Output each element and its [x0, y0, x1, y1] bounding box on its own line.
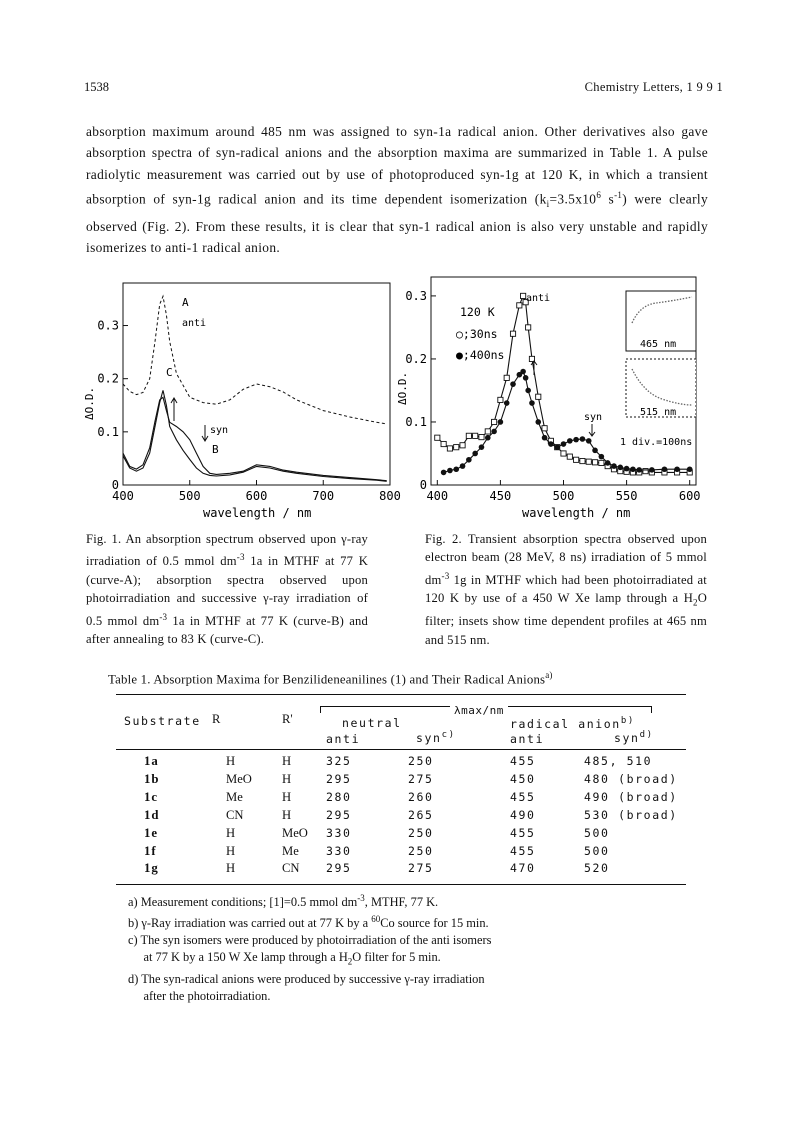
- table-top-rule: [116, 694, 686, 695]
- row-r-prime: H: [282, 789, 292, 804]
- figure-2-caption: Fig. 2. Transient absorption spectra observed upon electron beam (28 MeV, 8 ns) irradiation of 5 mmol $dm^{-3}$ 1g in MTHF which had been photoirradiated at 120 K by use of a 450 W Xe lamp through a $H_2O$ filter; insets show time dependent profiles at 465 nm and 515 nm.: [425, 532, 707, 647]
- row-radical-syn: 490 (broad): [584, 789, 678, 804]
- data-point-30ns: [435, 435, 440, 440]
- journal-name: Chemistry Letters, 1 9 9 1: [584, 80, 723, 94]
- series-line-B: [123, 397, 387, 480]
- row-neutral-anti: 280: [326, 789, 352, 804]
- data-point-30ns: [491, 419, 496, 424]
- row-substrate: 1c: [144, 789, 159, 804]
- inset-time-scale: 1 div.=100ns: [620, 437, 693, 448]
- data-point-400ns: [636, 467, 642, 473]
- footnote-a: a) Measurement conditions; [1]=0.5 mmol $dm^{-3}$, MTHF, 77 K.: [128, 893, 439, 910]
- data-point-30ns: [580, 458, 585, 463]
- row-r: CN: [226, 807, 244, 822]
- series-line-C: [123, 390, 387, 481]
- table-header-syn: syn$^{c)}$: [416, 730, 456, 745]
- data-point-30ns: [592, 460, 597, 465]
- data-point-30ns: [473, 433, 478, 438]
- table-header-anti-2: anti: [510, 732, 545, 746]
- x-tick-label: 450: [489, 489, 512, 503]
- x-tick-label: 400: [112, 489, 134, 503]
- data-point-400ns: [529, 400, 535, 406]
- fig1-label-c: C: [166, 366, 173, 379]
- row-radical-syn: 480 (broad): [584, 771, 678, 786]
- series-line-A: [123, 296, 387, 424]
- footnote-b: b) γ-Ray irradiation was carried out at 77 K by a $^{60}$Co source for 15 min.: [128, 914, 489, 931]
- data-point-400ns: [649, 467, 655, 473]
- figure-1-chart: [78, 275, 401, 525]
- data-point-400ns: [491, 429, 497, 435]
- x-tick-label: 500: [178, 489, 201, 503]
- x-tick-label: 600: [678, 489, 701, 503]
- row-neutral-anti: 295: [326, 807, 352, 822]
- row-substrate: 1d: [144, 807, 160, 822]
- row-neutral-syn: 250: [408, 754, 434, 768]
- x-tick-label: 600: [245, 489, 268, 503]
- data-point-30ns: [510, 331, 515, 336]
- data-point-400ns: [498, 419, 504, 425]
- row-substrate: 1f: [144, 843, 157, 858]
- fig1-y-label: ΔO.D.: [83, 386, 96, 420]
- row-neutral-anti: 325: [326, 754, 352, 768]
- row-r: H: [226, 754, 236, 768]
- row-radical-anti: 455: [510, 825, 536, 840]
- data-point-400ns: [611, 463, 617, 469]
- row-neutral-syn: 265: [408, 807, 434, 822]
- fig1-label-anti: anti: [182, 318, 207, 329]
- row-radical-anti: 490: [510, 807, 536, 822]
- x-tick-label: 800: [379, 489, 401, 503]
- data-point-400ns: [586, 438, 592, 444]
- row-r-prime: H: [282, 754, 292, 768]
- data-point-400ns: [504, 400, 510, 406]
- footnote-c-cont: at 77 K by a 150 W Xe lamp through a $H_2O$ filter for 5 min.: [128, 950, 441, 967]
- y-tick-label: 0.2: [405, 351, 427, 366]
- table-bottom-rule: [116, 884, 686, 885]
- row-radical-syn: 500: [584, 843, 610, 858]
- x-tick-label: 550: [615, 489, 638, 503]
- y-tick-label: 0.1: [405, 414, 427, 429]
- fig2-syn-arrow: [589, 424, 595, 436]
- data-point-400ns: [630, 466, 636, 472]
- data-point-400ns: [573, 437, 579, 443]
- figure-1-caption: Fig. 1. An absorption spectrum observed upon γ-ray irradiation of 0.5 mmol $dm^{-3}$ 1a in MTHF at 77 K (curve-A); absorption spectra observed upon photoirradiation and successive γ-ray irradiation of 0.5 mmol $dm^{-3}$ 1a in MTHF at 77 K (curve-B) and after annealing to 83 K (curve-C).: [86, 532, 369, 647]
- data-point-400ns: [520, 369, 526, 375]
- data-point-30ns: [479, 434, 484, 439]
- data-point-400ns: [617, 465, 623, 471]
- data-point-400ns: [523, 375, 529, 381]
- fig2-legend-400ns: ●;400ns: [456, 348, 505, 362]
- y-tick-label: 0: [111, 478, 119, 492]
- row-radical-syn: 500: [584, 825, 610, 840]
- footnote-d: d) The syn-radical anions were produced by successive γ-ray irradiation: [128, 971, 485, 986]
- x-tick-label: 500: [552, 489, 575, 503]
- data-point-400ns: [447, 468, 453, 474]
- row-r-prime: H: [282, 807, 292, 822]
- data-point-400ns: [535, 419, 541, 425]
- fig2-label-temp: 120 K: [460, 305, 495, 319]
- row-substrate: 1e: [144, 825, 159, 840]
- fig2-label-anti: anti: [526, 293, 551, 304]
- row-r: H: [226, 843, 236, 858]
- table-header-radical: radical anion$^{b)}$: [510, 716, 635, 731]
- data-point-400ns: [479, 444, 485, 450]
- data-point-30ns: [460, 443, 465, 448]
- data-point-400ns: [662, 466, 668, 472]
- x-tick-label: 700: [312, 489, 335, 503]
- row-substrate: 1a: [144, 754, 159, 768]
- row-radical-syn: 520: [584, 861, 610, 876]
- row-r: H: [226, 825, 236, 840]
- row-radical-syn: 485, 510: [584, 754, 653, 768]
- data-point-400ns: [510, 381, 516, 387]
- row-substrate: 1b: [144, 771, 160, 786]
- data-point-400ns: [460, 463, 466, 469]
- footnote-d-cont: after the photoirradiation.: [128, 988, 271, 1003]
- row-neutral-syn: 275: [408, 861, 434, 876]
- row-r: H: [226, 861, 236, 876]
- data-point-400ns: [592, 448, 598, 454]
- row-r: MeO: [226, 771, 252, 786]
- row-r-prime: CN: [282, 861, 300, 876]
- fig1-label-syn: syn: [210, 425, 229, 436]
- inset-465nm-label: 465 nm: [640, 339, 677, 350]
- data-point-400ns: [580, 436, 586, 442]
- y-tick-label: 0.3: [97, 318, 119, 333]
- row-neutral-anti: 330: [326, 843, 352, 858]
- data-point-30ns: [643, 469, 648, 474]
- row-neutral-anti: 330: [326, 825, 352, 840]
- data-point-30ns: [586, 459, 591, 464]
- data-point-30ns: [441, 441, 446, 446]
- row-neutral-syn: 275: [408, 771, 434, 786]
- data-point-30ns: [504, 375, 509, 380]
- data-point-30ns: [454, 445, 459, 450]
- row-neutral-syn: 250: [408, 825, 434, 840]
- table-header-r: R: [212, 712, 221, 726]
- data-point-30ns: [466, 433, 471, 438]
- y-tick-label: 0.3: [405, 288, 427, 303]
- fig2-y-label: ΔO.D.: [396, 371, 409, 405]
- data-point-400ns: [674, 466, 680, 472]
- fig2-anti-arrow: [531, 361, 537, 375]
- data-point-30ns: [542, 426, 547, 431]
- data-point-400ns: [561, 441, 567, 447]
- table-header-syn-2: syn$^{d)}$: [614, 730, 654, 745]
- fig2-legend-30ns: ○;30ns: [456, 327, 498, 341]
- fig2-x-label: wavelength / nm: [522, 506, 631, 520]
- row-substrate: 1g: [144, 861, 159, 876]
- data-point-30ns: [498, 397, 503, 402]
- data-point-30ns: [447, 446, 452, 451]
- row-neutral-anti: 295: [326, 771, 352, 786]
- x-tick-label: 400: [426, 489, 449, 503]
- data-point-400ns: [525, 388, 531, 394]
- table-1-title: Table 1. Absorption Maxima for Benzilideneanilines (1) and Their Radical Anions$^{a)}$: [108, 670, 553, 687]
- row-neutral-syn: 250: [408, 843, 434, 858]
- y-tick-label: 0.2: [97, 371, 119, 386]
- row-r: Me: [226, 789, 243, 804]
- data-point-400ns: [687, 466, 693, 472]
- data-point-30ns: [599, 460, 604, 465]
- figure-2-chart: [394, 275, 714, 525]
- data-point-400ns: [453, 466, 459, 472]
- data-point-30ns: [517, 303, 522, 308]
- table-header-r-prime: R': [282, 712, 293, 726]
- row-radical-anti: 455: [510, 789, 536, 804]
- data-point-30ns: [567, 454, 572, 459]
- row-radical-anti: 450: [510, 771, 536, 786]
- data-point-400ns: [624, 466, 630, 472]
- table-header-anti: anti: [326, 732, 361, 746]
- row-r-prime: H: [282, 771, 292, 786]
- table-footnotes: [128, 890, 491, 1005]
- f1-plot-frame: [123, 283, 390, 485]
- row-radical-syn: 530 (broad): [584, 807, 678, 822]
- row-radical-anti: 455: [510, 843, 536, 858]
- fig1-label-a: A: [182, 296, 189, 309]
- data-point-400ns: [554, 444, 560, 450]
- row-radical-anti: 455: [510, 754, 536, 768]
- table-header-neutral: neutral: [342, 716, 402, 730]
- row-r-prime: Me: [282, 843, 299, 858]
- fig1-anti-arrow: [171, 398, 177, 421]
- row-neutral-anti: 295: [326, 861, 352, 876]
- table-mid-rule: [116, 749, 686, 750]
- data-point-400ns: [548, 441, 554, 447]
- body-paragraph: absorption maximum around 485 nm was assigned to syn-1a radical anion. Other derivatives also gave absorption spectra of syn-radical anions and the absorption maxima are summarized in Table 1. A pulse radiolytic measurement was carried out by use of photoproduced syn-1g at 120 K, in which a transient absorption of syn-1g radical anion and its time dependent isomerization ($k_i=3.5x10^6$ $s^{-1}$) were clearly observed (Fig. 2). From these results, it is clear that syn-1 radical anion is also very unstable and rapidly isomerizes to anti-1 radical anion.: [86, 124, 708, 256]
- row-radical-anti: 470: [510, 861, 536, 876]
- data-point-30ns: [561, 451, 566, 456]
- page-number: 1538: [84, 80, 109, 94]
- data-point-30ns: [536, 394, 541, 399]
- data-point-30ns: [574, 457, 579, 462]
- data-point-30ns: [521, 293, 526, 298]
- data-point-400ns: [466, 457, 472, 463]
- data-point-30ns: [526, 325, 531, 330]
- data-point-400ns: [542, 435, 548, 441]
- y-tick-label: 0.1: [97, 424, 119, 439]
- fig2-label-syn: syn: [584, 412, 603, 423]
- data-point-400ns: [472, 451, 478, 457]
- data-point-400ns: [441, 470, 447, 476]
- table-header-substrate: Substrate: [124, 714, 201, 728]
- data-point-400ns: [599, 454, 605, 460]
- fig1-x-label: wavelength / nm: [203, 506, 312, 520]
- data-point-400ns: [605, 460, 611, 466]
- fig1-label-b: B: [212, 443, 219, 456]
- row-neutral-syn: 260: [408, 789, 434, 804]
- inset-515nm-label: 515 nm: [640, 407, 677, 418]
- data-point-400ns: [567, 438, 573, 444]
- footnote-c: c) The syn isomers were produced by photoirradiation of the anti isomers: [128, 933, 492, 948]
- lambda-header: λmax/nm: [450, 704, 508, 717]
- row-r-prime: MeO: [282, 825, 308, 840]
- data-point-400ns: [485, 435, 491, 441]
- data-point-30ns: [485, 429, 490, 434]
- fig1-syn-arrow: [202, 425, 208, 441]
- y-tick-label: 0: [419, 478, 427, 492]
